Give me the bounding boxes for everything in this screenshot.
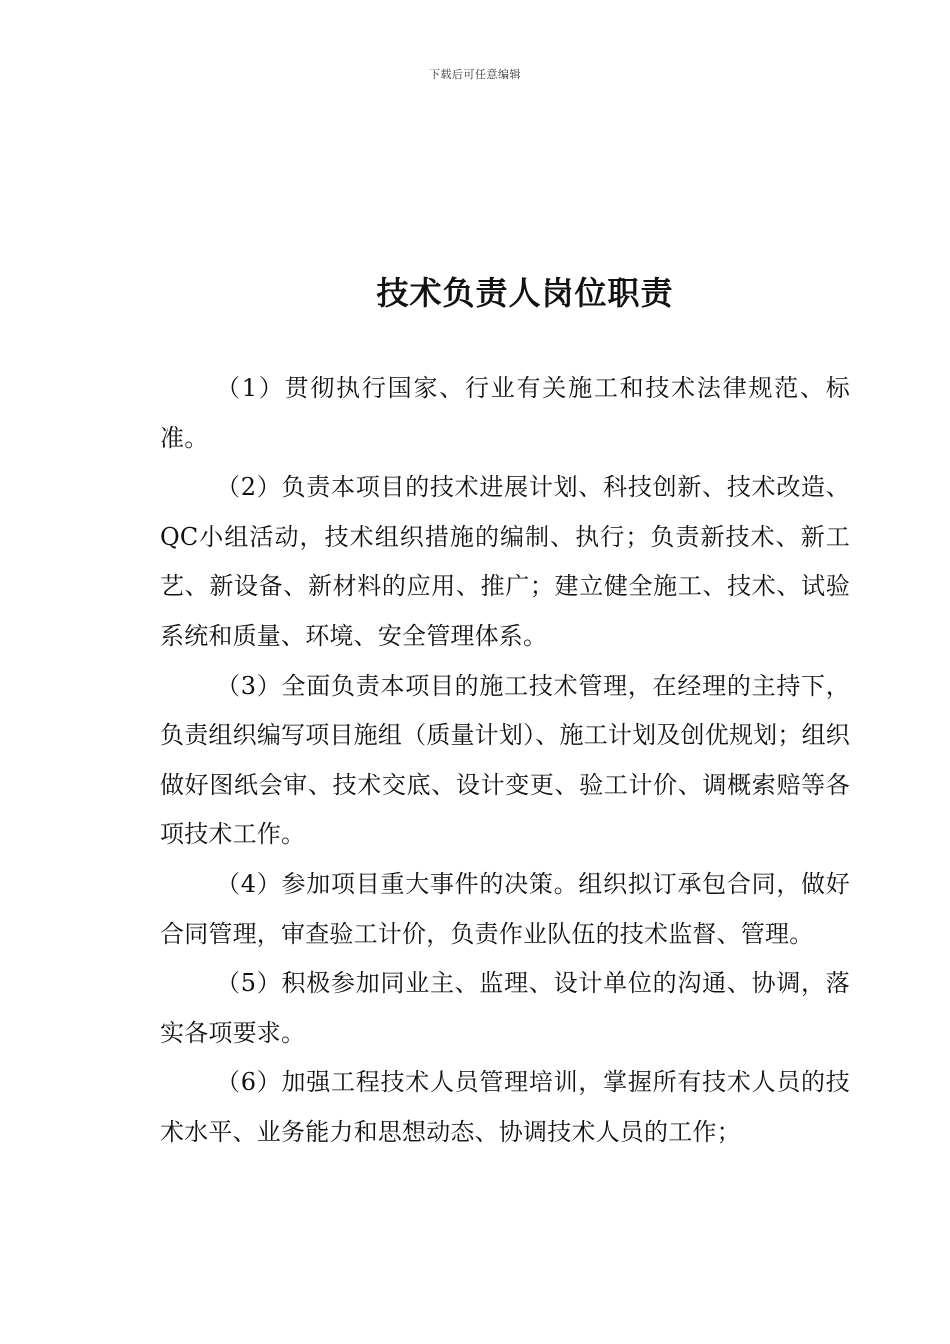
duty-paragraph-5: （5）积极参加同业主、监理、设计单位的沟通、协调，落实各项要求。 bbox=[160, 969, 850, 1047]
duty-paragraph-1: （1）贯彻执行国家、行业有关施工和技术法律规范、标准。 bbox=[160, 374, 850, 452]
header-note: 下载后可任意编辑 bbox=[429, 68, 521, 81]
duty-paragraph-3: （3）全面负责本项目的施工技术管理，在经理的主持下，负责组织编写项目施组（质量计划）、施工计划及创优规划；组织做好图纸会审、技术交底、设计变更、验工计价、调概索赔等各项技术工作。 bbox=[160, 671, 850, 849]
document-body bbox=[160, 364, 850, 1158]
document-title: 技术负责人岗位职责 bbox=[376, 274, 674, 312]
duty-paragraph-4: （4）参加项目重大事件的决策。组织拟订承包合同，做好合同管理，审查验工计价，负责作业队伍的技术监督、管理。 bbox=[160, 869, 850, 948]
duty-paragraph-6: （6）加强工程技术人员管理培训，掌握所有技术人员的技术水平、业务能力和思想动态、协调技术人员的工作； bbox=[160, 1068, 850, 1146]
duty-paragraph-2: （2）负责本项目的技术进展计划、科技创新、技术改造、QC小组活动，技术组织措施的编制、执行；负责新技术、新工艺、新设备、新材料的应用、推广；建立健全施工、技术、试验系统和质量、环境、安全管理体系。 bbox=[160, 473, 850, 650]
